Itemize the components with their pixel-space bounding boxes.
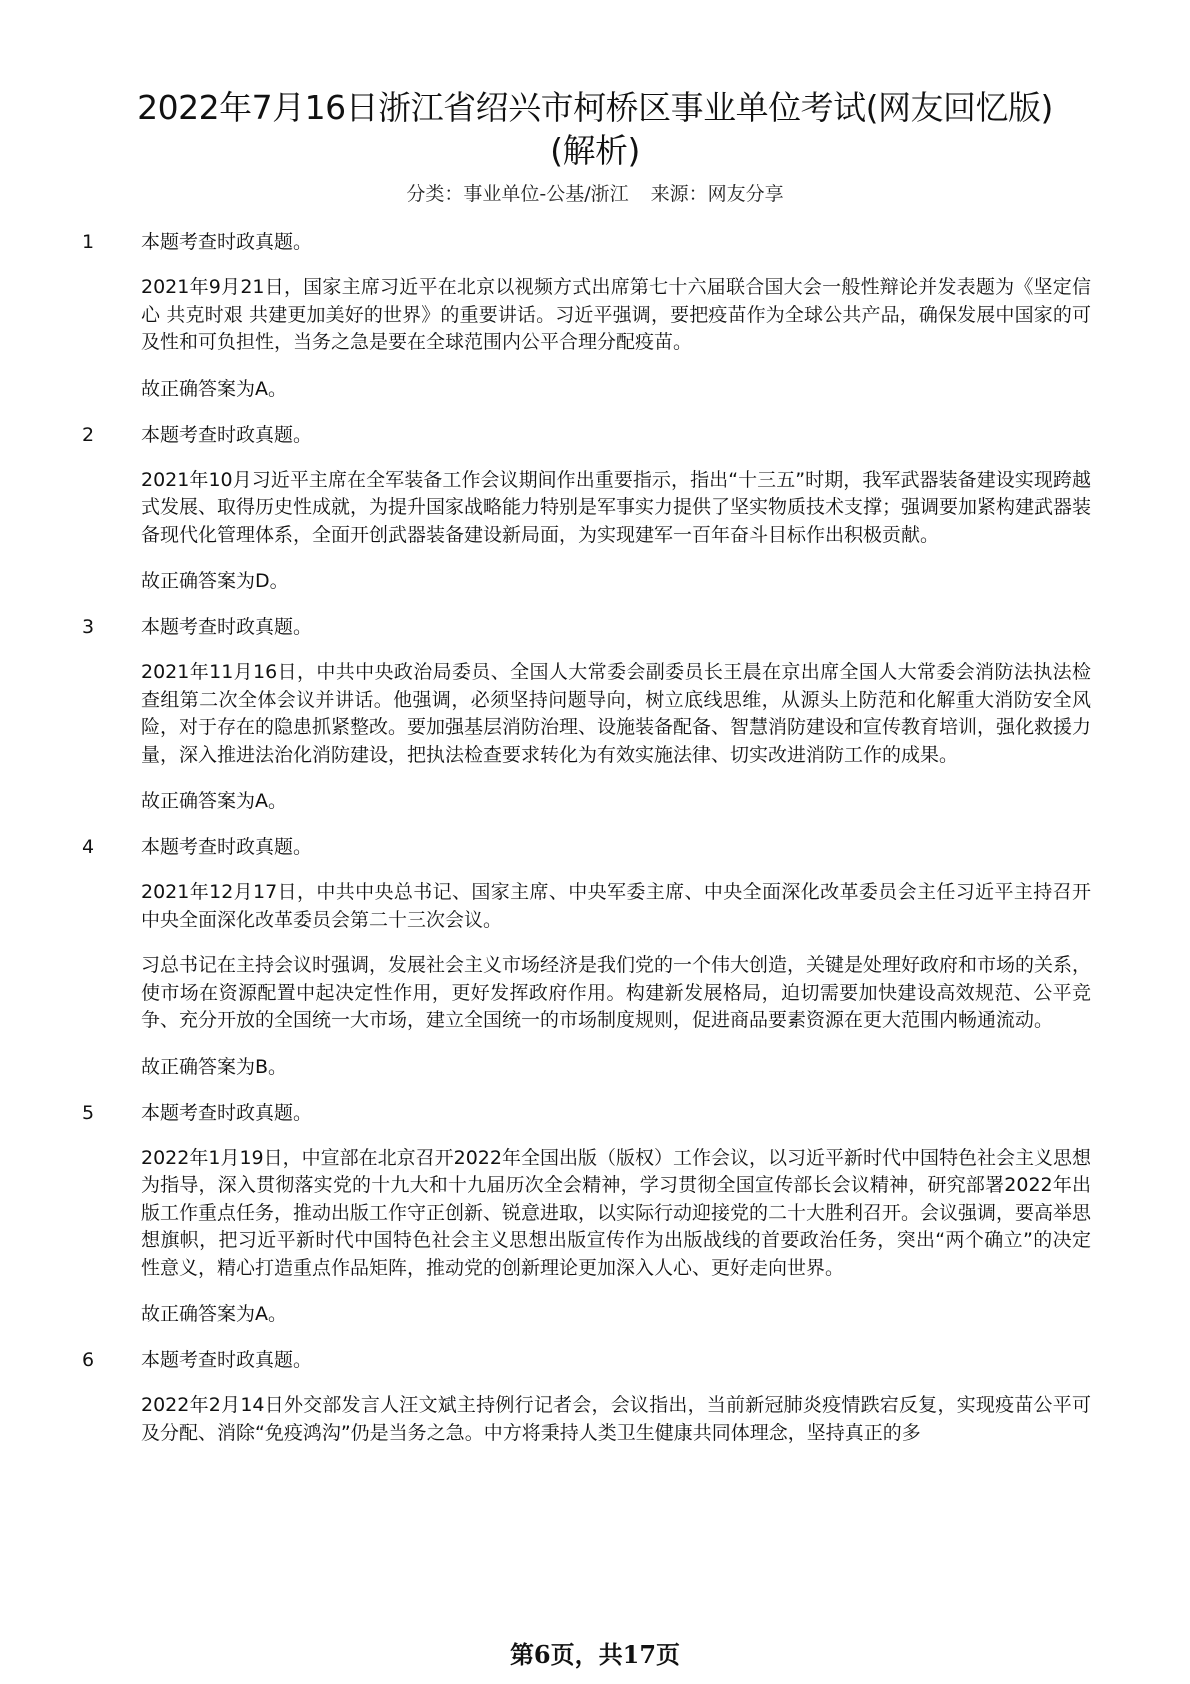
question-header [0, 228, 1190, 256]
page-number: 第6页，共17页 [509, 1640, 681, 1669]
question-item [0, 421, 1190, 596]
question-paragraph: 2022年2月14日外交部发言人汪文斌主持例行记者会，会议指出，当前新冠肺炎疫情跌宕反复，实现疫苗公平可及分配、消除“免疫鸿沟”仍是当务之急。中方将秉持人类卫生健康共同体理念，坚持真正的多 [141, 1394, 1091, 1444]
question-answer: 故正确答案为A。 [141, 1303, 287, 1325]
question-paragraph: 2021年9月21日，国家主席习近平在北京以视频方式出席第七十六届联合国大会一般性辩论并发表题为《坚定信心 共克时艰 共建更加美好的世界》的重要讲话。习近平强调，要把疫苗作为全球公共产品，确保发展中国家的可及性和可负担性，当务之急是要在全球范围内公平合理分配疫苗。 [141, 276, 1091, 353]
document-meta [0, 182, 1190, 206]
question-number: 1 [82, 231, 95, 253]
document-title [0, 0, 1190, 172]
question-label: 本题考查时政真题。 [141, 423, 313, 446]
question-header [0, 833, 1190, 861]
category-label: 分类：事业单位-公基/浙江 [406, 183, 629, 205]
question-number: 4 [82, 836, 95, 858]
question-paragraph: 2021年11月16日，中共中央政治局委员、全国人大常委会副委员长王晨在京出席全国人大常委会消防法执法检查组第二次全体会议并讲话。他强调，必须坚持问题导向，树立底线思维，从源头上防范和化解重大消防安全风险，对于存在的隐患抓紧整改。要加强基层消防治理、设施装备配备、智慧消防建设和宣传教育培训，强化救援力量，深入推进法治化消防建设，把执法检查要求转化为有效实施法律、切实改进消防工作的成果。 [141, 661, 1092, 766]
question-paragraph: 2021年10月习近平主席在全军装备工作会议期间作出重要指示，指出“十三五”时期，我军武器装备建设实现跨越式发展、取得历史性成就，为提升国家战略能力特别是军事实力提供了坚实物质技术支撑；强调要加紧构建武器装备现代化管理体系，全面开创武器装备建设新局面，为实现建军一百年奋斗目标作出积极贡献。 [141, 468, 1092, 546]
question-answer: 故正确答案为D。 [141, 570, 289, 592]
question-header [0, 613, 1190, 641]
question-number: 5 [82, 1101, 95, 1124]
question-item [0, 1099, 1190, 1329]
question-label: 本题考查时政真题。 [141, 1101, 313, 1124]
question-answer: 故正确答案为B。 [141, 1055, 288, 1078]
question-answer: 故正确答案为A。 [141, 377, 287, 400]
question-number: 2 [82, 423, 95, 446]
question-label: 本题考查时政真题。 [141, 1349, 313, 1371]
question-item [0, 228, 1190, 403]
source-label: 来源：网友分享 [650, 183, 784, 205]
question-paragraph: 习总书记在主持会议时强调，发展社会主义市场经济是我们党的一个伟大创造，关键是处理好政府和市场的关系，使市场在资源配置中起决定性作用，更好发挥政府作用。构建新发展格局，迫切需要加快建设高效规范、公平竞争、充分开放的全国统一大市场，建立全国统一的市场制度规则，促进商品要素资源在更大范围内畅通流动。 [141, 954, 1092, 1031]
question-item [0, 613, 1190, 815]
question-label: 本题考查时政真题。 [141, 616, 313, 638]
questions-list [0, 228, 1190, 1465]
document-title-line2: (解析) [550, 131, 640, 170]
question-header [0, 1099, 1190, 1127]
question-paragraph: 2021年12月17日，中共中央总书记、国家主席、中央军委主席、中央全面深化改革委员会主任习近平主持召开中央全面深化改革委员会第二十三次会议。 [141, 881, 1091, 931]
question-number: 3 [82, 616, 95, 638]
question-answer: 故正确答案为A。 [141, 790, 287, 812]
question-header [0, 1346, 1190, 1374]
question-label: 本题考查时政真题。 [141, 231, 313, 253]
document-title-line1: 2022年7月16日浙江省绍兴市柯桥区事业单位考试(网友回忆版) [137, 88, 1053, 127]
question-label: 本题考查时政真题。 [141, 836, 313, 858]
question-paragraph: 2022年1月19日，中宣部在北京召开2022年全国出版（版权）工作会议，以习近平新时代中国特色社会主义思想为指导，深入贯彻落实党的十九大和十九届历次全会精神，学习贯彻全国宣传部长会议精神，研究部署2022年出版工作重点任务，推动出版工作守正创新、锐意进取，以实际行动迎接党的二十大胜利召开。会议强调，要高举思想旗帜，把习近平新时代中国特色社会主义思想出版宣传作为出版战线的首要政治任务，突出“两个确立”的决定性意义，精心打造重点作品矩阵，推动党的创新理论更加深入人心、更好走向世界。 [141, 1146, 1092, 1279]
question-header [0, 421, 1190, 449]
question-item [0, 1346, 1190, 1447]
question-number: 6 [82, 1349, 95, 1371]
question-item [0, 833, 1190, 1081]
